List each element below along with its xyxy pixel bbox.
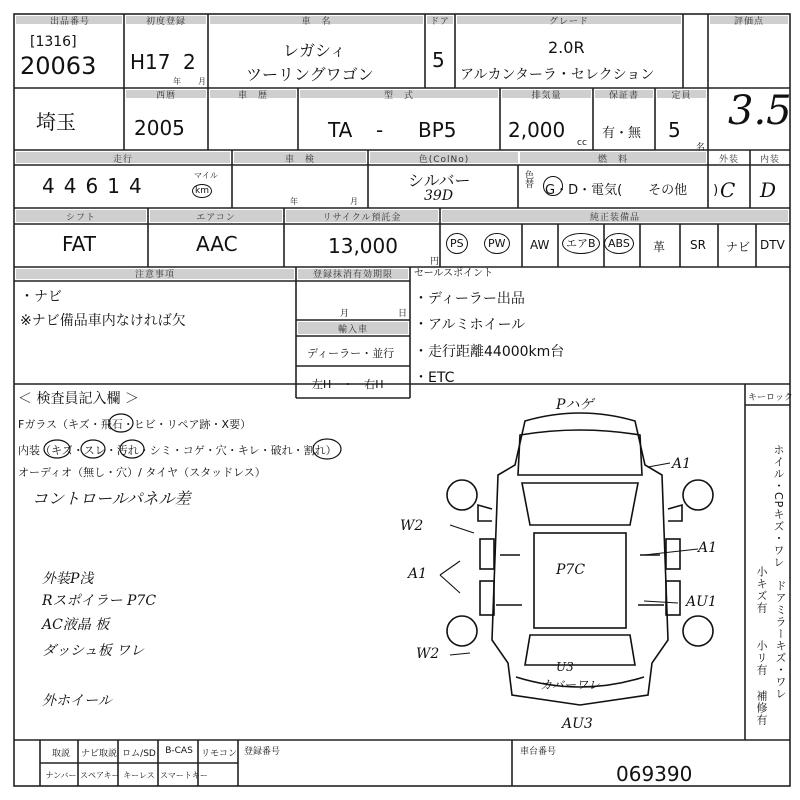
exterior-grade: C bbox=[720, 178, 736, 202]
sales-point-1: ・ディーラー出品 bbox=[414, 291, 525, 307]
sales-point-2: ・アルミホイール bbox=[414, 317, 526, 333]
model-year-label: 西暦 bbox=[155, 91, 176, 101]
mark-u3: U3 bbox=[556, 660, 574, 674]
mile-unit: マイル bbox=[194, 171, 218, 180]
doors: 5 bbox=[432, 48, 445, 72]
exterior-label: 外装 bbox=[718, 155, 739, 165]
color-number: 39D bbox=[424, 188, 454, 204]
note-handwritten-3: Rスポイラー P7C bbox=[42, 593, 157, 609]
equip-leather: 革 bbox=[653, 240, 666, 254]
mark-a1-left: A1 bbox=[408, 566, 428, 582]
history-label: 車 歴 bbox=[237, 91, 268, 101]
fuel-label: 燃 料 bbox=[597, 155, 628, 165]
equip-abs bbox=[604, 232, 634, 254]
shift: FAT bbox=[62, 232, 97, 256]
reg-expiry-label: 登録抹消有効期限 bbox=[312, 270, 393, 280]
door-label: ドア bbox=[430, 17, 450, 27]
first-reg-label: 初度登録 bbox=[145, 17, 186, 27]
interior-grade: D bbox=[760, 178, 777, 202]
equipment-label: 純正装備品 bbox=[589, 213, 640, 223]
grade-1: 2.0R bbox=[548, 38, 585, 57]
reg-month-unit: 月 bbox=[340, 309, 350, 319]
chassis-prefix: TA bbox=[328, 118, 353, 142]
chassis-dash: - bbox=[376, 118, 384, 142]
car-name-label: 車 名 bbox=[301, 17, 332, 27]
displacement-label: 排気量 bbox=[531, 91, 562, 101]
mark-w2-left: W2 bbox=[400, 518, 424, 534]
chassis-code: BP5 bbox=[418, 118, 457, 142]
inspection-year-unit: 年 bbox=[290, 197, 298, 206]
caution-line-2: ※ナビ備品車内なければ欠 bbox=[20, 313, 186, 329]
mark-w2-lower: W2 bbox=[416, 646, 440, 662]
caution-line-1: ・ナビ bbox=[20, 289, 62, 305]
grade-2: アルカンターラ・セレクション bbox=[460, 67, 655, 83]
interior-condition-line: 内装（キズ・スレ・汚れ・シミ・コゲ・穴・キレ・破れ・割れ） bbox=[18, 444, 337, 457]
side-legend-3: ドアミラーキズ・ワレ bbox=[774, 580, 787, 700]
warranty-label: 保証書 bbox=[608, 91, 639, 101]
mark-a1-right2: A1 bbox=[698, 540, 718, 556]
year-unit: 年 bbox=[173, 77, 181, 86]
side-legend-4: 小リ有 bbox=[755, 640, 768, 676]
lot-code: [1316] bbox=[30, 34, 77, 50]
mileage-digit: 4 bbox=[128, 174, 151, 198]
note-handwritten-6: 外ホイール bbox=[42, 693, 112, 709]
equip-airbag bbox=[562, 232, 600, 254]
mileage-digit: 4 bbox=[63, 174, 86, 198]
equip-sr: SR bbox=[690, 238, 706, 252]
equip-airbag-label: エアB bbox=[562, 233, 600, 254]
capacity: 5 bbox=[668, 118, 681, 142]
caution-label: 注意事項 bbox=[134, 270, 175, 280]
equip-pw-label: PW bbox=[484, 233, 510, 254]
note-handwritten-2: 外装P浅 bbox=[42, 571, 94, 587]
score-label: 評価点 bbox=[733, 17, 764, 27]
sales-label: セールスポイント bbox=[414, 268, 494, 279]
item-spare-key: スペアキー bbox=[80, 771, 120, 780]
mark-roof: P7C bbox=[556, 562, 586, 578]
yen-unit: 円 bbox=[430, 257, 440, 267]
chassis-label: 型 式 bbox=[383, 91, 414, 101]
score: 3.5 bbox=[728, 88, 792, 134]
mileage-digits bbox=[42, 174, 151, 198]
steering: 左H ・ 右H bbox=[312, 378, 384, 391]
glass-line: Fガラス（キズ・飛石・ヒビ・リペア跡・X要） bbox=[18, 418, 252, 431]
inspection-expiry-label: 車 検 bbox=[284, 155, 315, 165]
vin-label: 車台番号 bbox=[520, 747, 557, 757]
side-legend-5: 補修有 bbox=[755, 690, 768, 726]
mileage-label: 走行 bbox=[112, 155, 133, 165]
first-reg-month: 2 bbox=[183, 50, 196, 74]
item-remote: リモコン bbox=[200, 749, 237, 759]
shift-label: シフト bbox=[65, 213, 96, 223]
fuel: G・D・電気( その他 ) bbox=[545, 183, 719, 198]
equip-dtv: DTV bbox=[760, 238, 785, 252]
note-handwritten-1: コントロールパネル差 bbox=[32, 489, 191, 508]
equip-aw: AW bbox=[530, 238, 550, 252]
car-name-1: レガシィ bbox=[283, 41, 347, 60]
region: 埼玉 bbox=[36, 110, 76, 134]
cc-unit: cc bbox=[577, 138, 587, 148]
inspector-title: ＜ 検査員記入欄 ＞ bbox=[18, 391, 139, 407]
note-handwritten-5: ダッシュ板 ワレ bbox=[42, 643, 145, 659]
mark-au1: AU1 bbox=[686, 594, 717, 610]
color-label: 色(ColNo) bbox=[418, 155, 470, 165]
grade-label: グレード bbox=[548, 17, 589, 27]
item-plate: ナンバー bbox=[45, 771, 77, 780]
mileage-digit: 1 bbox=[107, 174, 129, 198]
equip-pw bbox=[484, 232, 510, 254]
equip-navi: ナビ bbox=[726, 240, 751, 254]
item-rom-sd: ロム/SD bbox=[122, 749, 156, 759]
capacity-label: 定員 bbox=[671, 91, 692, 101]
sales-point-3: ・走行距離44000km台 bbox=[414, 344, 565, 360]
model-year: 2005 bbox=[134, 116, 185, 140]
lot-number: 20063 bbox=[20, 52, 97, 80]
item-smart-key: スマートキー bbox=[160, 771, 208, 780]
item-navi-manual: ナビ取説 bbox=[80, 749, 117, 759]
import-label: 輸入車 bbox=[337, 325, 368, 335]
recycle-label: リサイクル預託金 bbox=[322, 213, 402, 223]
recycle-fee: 13,000 bbox=[328, 234, 398, 258]
interior-label: 内装 bbox=[759, 155, 780, 165]
warranty: 有・無 bbox=[602, 126, 642, 141]
note-handwritten-4: AC液晶 板 bbox=[42, 617, 110, 633]
first-reg-era: H17 bbox=[130, 50, 171, 74]
reg-number-label: 登録番号 bbox=[244, 747, 281, 757]
audio-line: オーディオ（無し・穴）/ タイヤ（スタッドレス） bbox=[18, 466, 266, 479]
side-legend-2: 小キズ有 bbox=[755, 566, 768, 614]
item-bcas: B-CAS bbox=[165, 746, 193, 756]
km-unit: km bbox=[192, 184, 212, 198]
mark-au3: AU3 bbox=[562, 716, 593, 732]
car-name-2: ツーリングワゴン bbox=[246, 65, 374, 84]
keys-label: キーロック bbox=[748, 393, 793, 403]
sales-point-4: ・ETC bbox=[414, 370, 455, 386]
import-value: ディーラー・並行 bbox=[307, 347, 395, 360]
equip-ps bbox=[446, 232, 468, 254]
fuel-selected-circle bbox=[543, 176, 563, 196]
mileage-digit: 6 bbox=[85, 174, 108, 198]
color: シルバー bbox=[408, 171, 471, 190]
equip-ps-label: PS bbox=[446, 233, 468, 254]
color-change-label: 色替 bbox=[523, 170, 533, 188]
inspector-pencil-circles bbox=[14, 404, 424, 474]
equip-abs-label: ABS bbox=[604, 233, 634, 254]
vin: 069390 bbox=[616, 762, 693, 786]
reg-day-unit: 日 bbox=[398, 309, 408, 319]
capacity-unit: 名 bbox=[696, 143, 706, 153]
month-unit: 月 bbox=[198, 77, 206, 86]
mileage-digit: 4 bbox=[42, 174, 64, 198]
item-manual: 取説 bbox=[51, 749, 70, 759]
ac: AAC bbox=[196, 232, 238, 256]
side-legend-1: ホイル・CPキズ・ワレ bbox=[772, 444, 785, 569]
mark-a1-right: A1 bbox=[672, 456, 692, 472]
ac-label: エアコン bbox=[196, 213, 236, 223]
item-keyless: キーレス bbox=[123, 771, 155, 780]
mark-top: Pハゲ bbox=[556, 397, 594, 413]
displacement: 2,000 bbox=[508, 118, 566, 142]
lot-label: 出品番号 bbox=[49, 17, 90, 27]
mark-bumper: カバーワレ bbox=[540, 678, 601, 692]
inspection-month-unit: 月 bbox=[350, 197, 358, 206]
